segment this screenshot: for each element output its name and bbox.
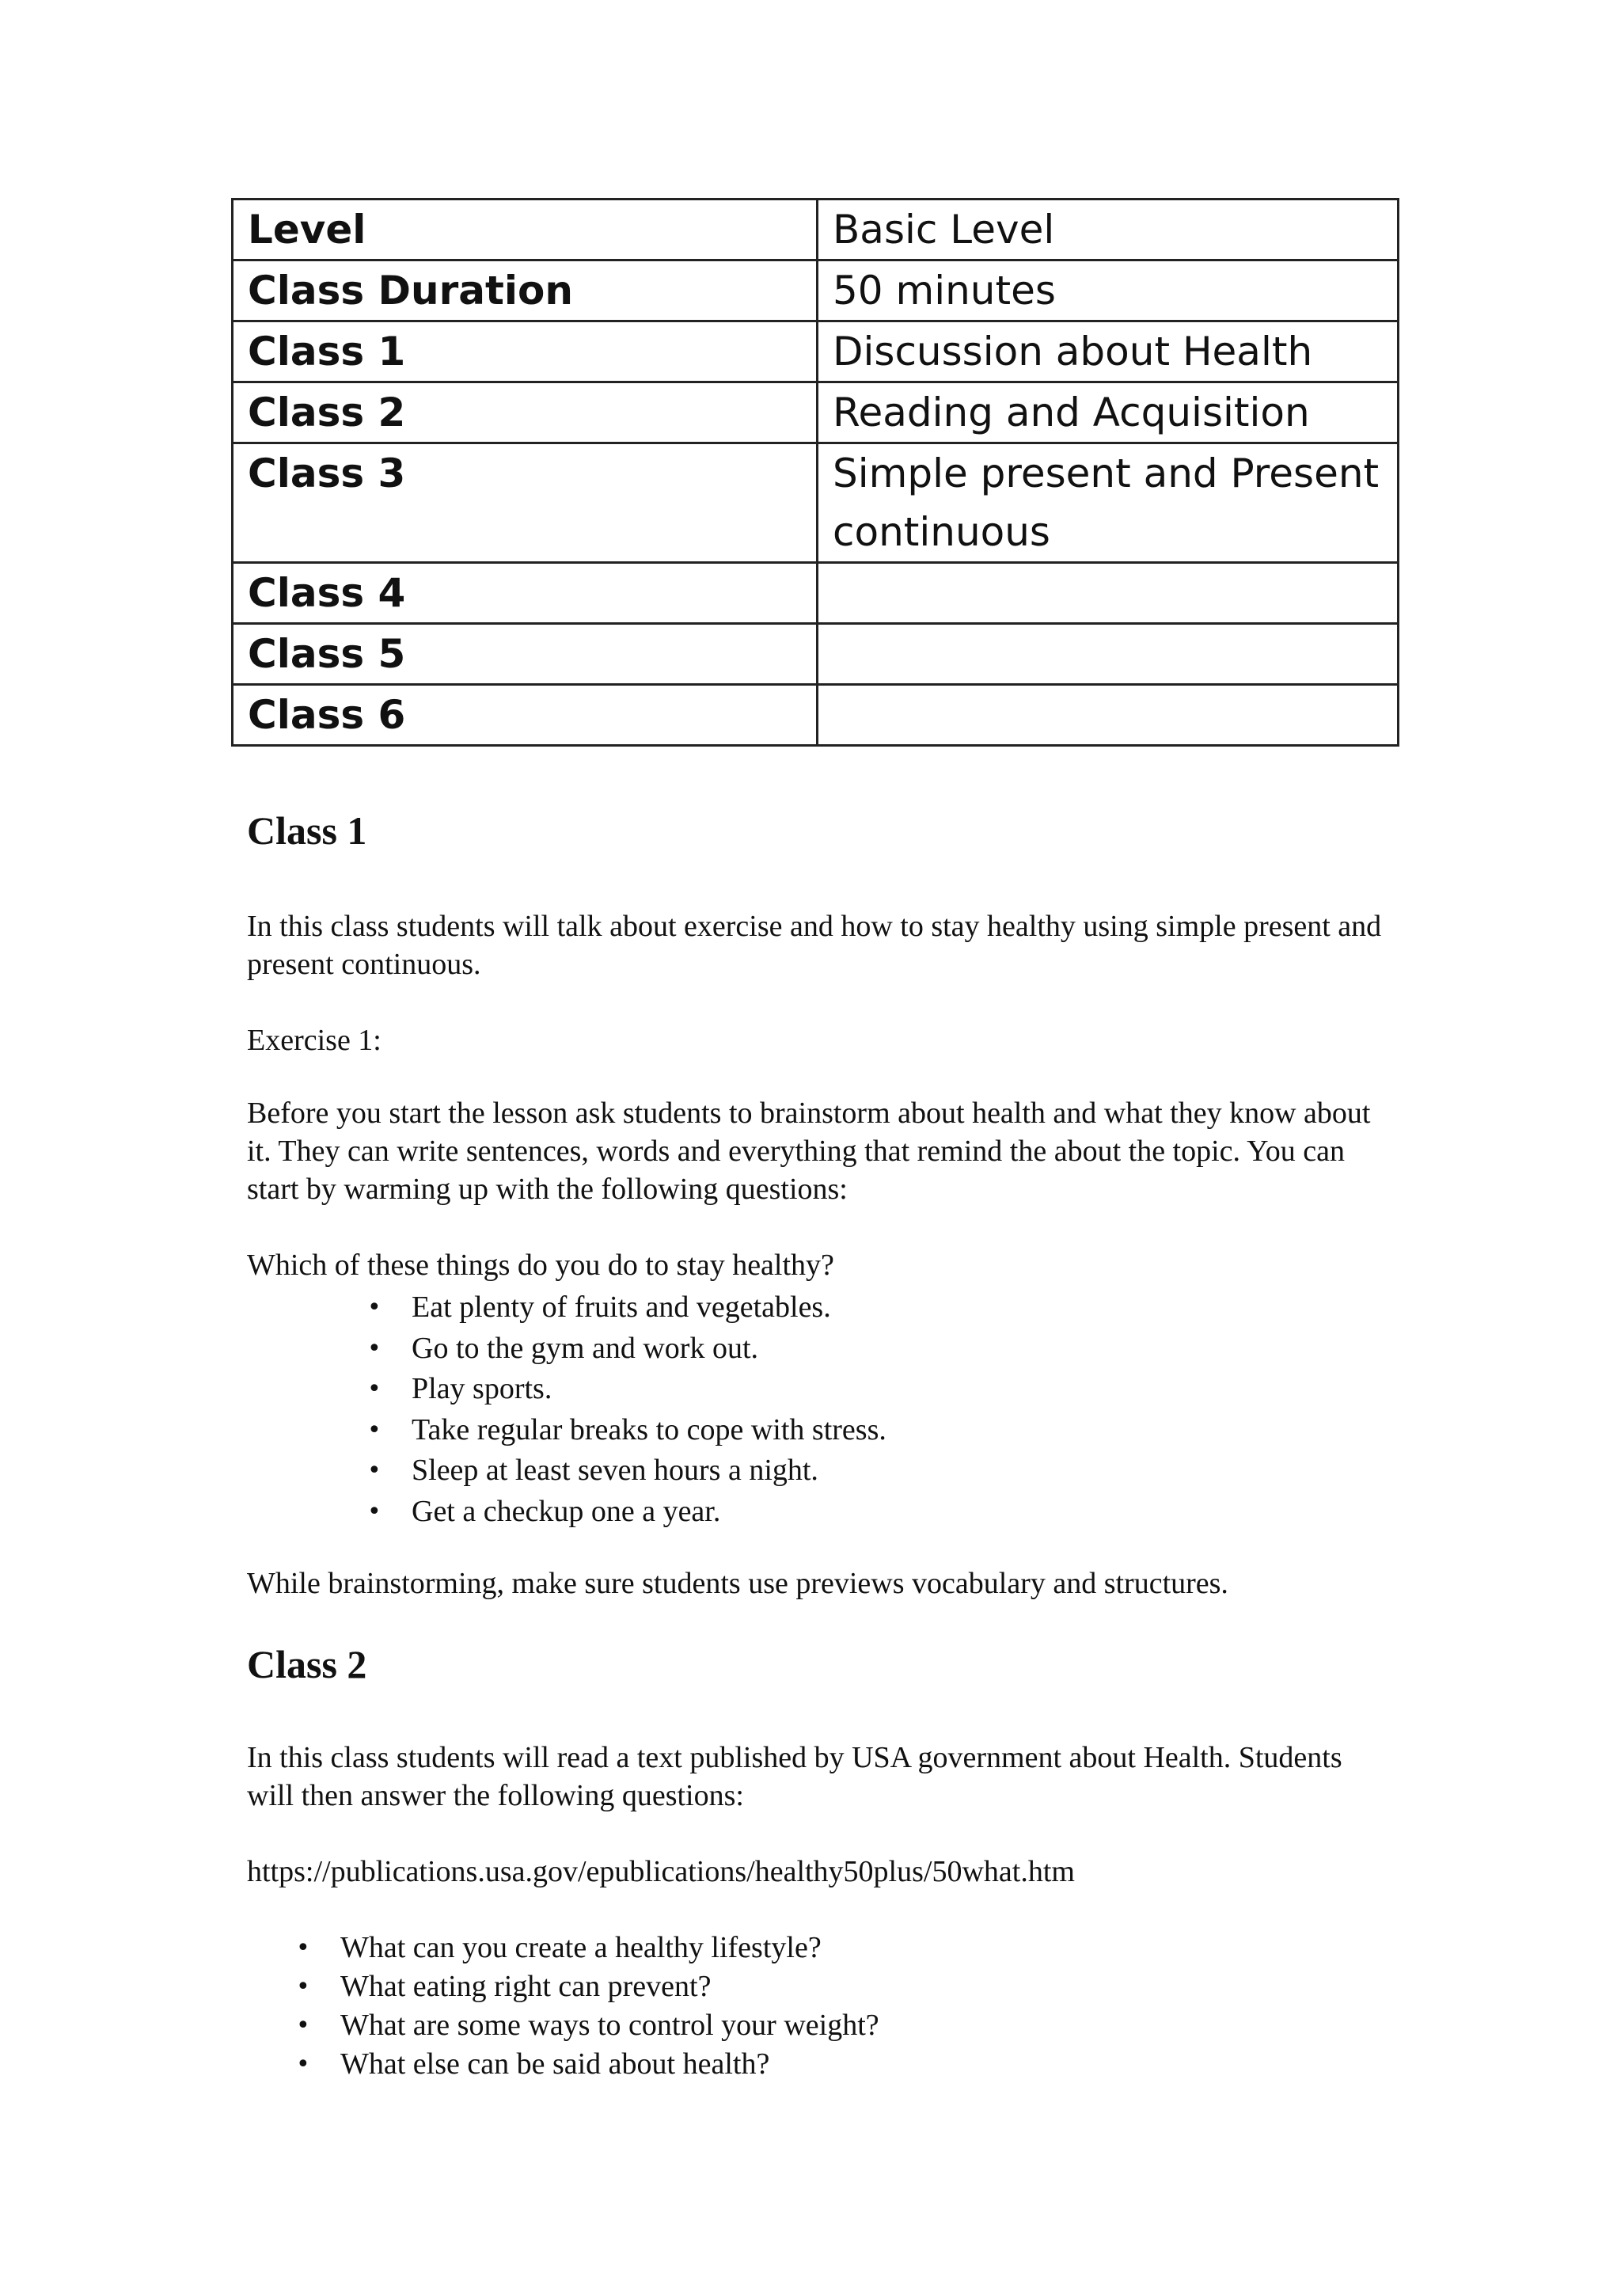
list-item-text: Get a checkup one a year.	[412, 1494, 721, 1528]
bullet-icon: •	[296, 1934, 310, 1962]
class2-heading: Class 2	[247, 1642, 367, 1686]
bullet-icon: •	[367, 1457, 382, 1484]
table-value	[818, 624, 1399, 685]
table-value: Basic Level	[818, 200, 1399, 260]
bullet-icon: •	[367, 1375, 382, 1403]
list-item	[367, 1450, 886, 1492]
table-label: Class 2	[233, 382, 818, 443]
list-item-text: What are some ways to control your weight?	[340, 2009, 879, 2042]
table-value: 50 minutes	[818, 260, 1399, 321]
list-item-text: Sleep at least seven hours a night.	[412, 1454, 818, 1487]
table-row	[233, 685, 1399, 746]
list-item	[296, 2045, 879, 2084]
list-item	[296, 2006, 879, 2045]
bullet-icon: •	[296, 2051, 310, 2078]
table-row	[233, 563, 1399, 624]
table-value: Reading and Acquisition	[818, 382, 1399, 443]
reference-link[interactable]: https://publications.usa.gov/epublications/healthy50plus/50what.htm	[247, 1855, 1075, 1888]
table-row	[233, 624, 1399, 685]
table-label: Class 4	[233, 563, 818, 624]
table-value	[818, 685, 1399, 746]
list-item	[296, 1967, 879, 2006]
list-item-text: Go to the gym and work out.	[412, 1331, 759, 1365]
class2-question-list	[296, 1929, 879, 2084]
list-item-text: Take regular breaks to cope with stress.	[412, 1412, 886, 1446]
class1-instructions: Before you start the lesson ask students to brainstorm about health and what they know about it. They can write sentences, words and everything that remind the about the topic. You can start by warming up with the following questions:	[247, 1097, 1371, 1206]
table-row	[233, 443, 1399, 563]
lesson-plan-table	[231, 198, 1399, 747]
bullet-icon: •	[296, 1973, 310, 2001]
table-row	[233, 260, 1399, 321]
list-item	[367, 1329, 886, 1370]
list-item	[367, 1492, 886, 1533]
table-row	[233, 382, 1399, 443]
table-label: Class 1	[233, 321, 818, 382]
list-item-text: Play sports.	[412, 1372, 552, 1405]
list-item-text: What else can be said about health?	[340, 2047, 770, 2081]
list-item-text: What can you create a healthy lifestyle?	[340, 1931, 822, 1964]
class2-intro: In this class students will read a text published by USA government about Health. Students will then answer the following questions:	[247, 1741, 1342, 1812]
table-value: Simple present and Present continuous	[818, 443, 1399, 563]
list-item-text: What eating right can prevent?	[340, 1970, 712, 2003]
table-value	[818, 563, 1399, 624]
table-label: Class 6	[233, 685, 818, 746]
table-label: Class 5	[233, 624, 818, 685]
class1-heading: Class 1	[247, 808, 367, 853]
list-item	[296, 1929, 879, 1967]
table-label: Level	[233, 200, 818, 260]
class1-closing: While brainstorming, make sure students use previews vocabulary and structures.	[247, 1567, 1228, 1600]
bullet-icon: •	[296, 2012, 310, 2039]
table-row	[233, 200, 1399, 260]
table-label: Class Duration	[233, 260, 818, 321]
bullet-icon: •	[367, 1294, 382, 1321]
list-item-text: Eat plenty of fruits and vegetables.	[412, 1291, 831, 1324]
table-value: Discussion about Health	[818, 321, 1399, 382]
bullet-icon: •	[367, 1334, 382, 1363]
bullet-icon: •	[367, 1497, 382, 1526]
table-row	[233, 321, 1399, 382]
bullet-icon: •	[367, 1416, 382, 1444]
table-label: Class 3	[233, 443, 818, 563]
class1-bullet-list	[367, 1287, 886, 1532]
class1-intro: In this class students will talk about exercise and how to stay healthy using simple present and present continuous.	[247, 910, 1382, 981]
list-item	[367, 1410, 886, 1451]
list-item	[367, 1369, 886, 1410]
list-item	[367, 1287, 886, 1329]
class1-question: Which of these things do you do to stay healthy?	[247, 1249, 834, 1282]
exercise-label: Exercise 1:	[247, 1024, 382, 1057]
